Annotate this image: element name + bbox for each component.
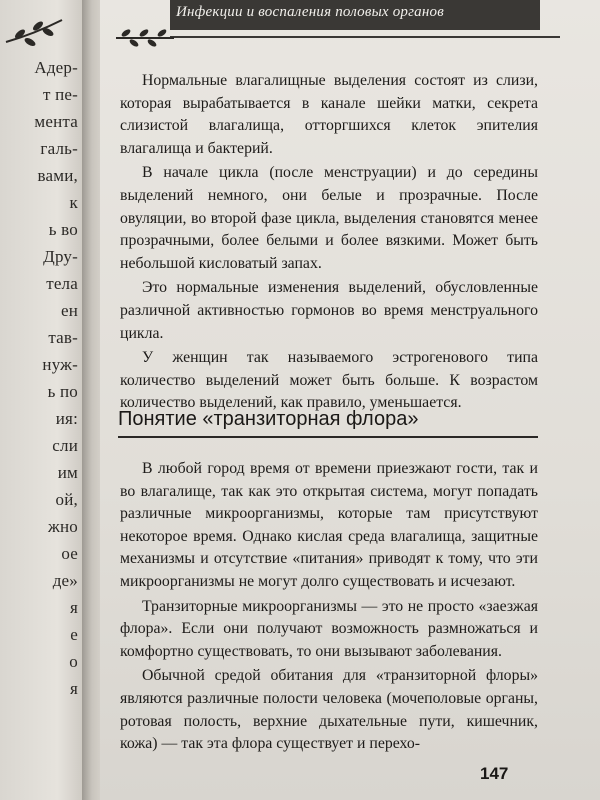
- left-page-text-fragment: ь по: [47, 382, 78, 401]
- right-page: [100, 0, 600, 800]
- paragraph: Обычной средой обитания для «транзиторной флоры» являются различные полости человека (мочеполовые органы, ротовая полость, верхние дыхательные пути, кишечник, кожа) — так эта флора существует и перехо-: [120, 667, 538, 753]
- leaf-branch-icon: [4, 12, 64, 52]
- left-page-text-fragment: Адер-: [34, 58, 78, 77]
- paragraph: Нормальные влагалищные выделения состоят из слизи, которая вырабатывается в канале шейки матки, секрета слизистой влагалища, отторгшихся клеток эпителия влагалища и бактерий.: [120, 72, 538, 157]
- paragraph: В начале цикла (после менструации) и до середины выделений немного, они белые и прозрачные. После овуляции, во второй фазе цикла, выделения становятся менее прозрачными, более белыми и более вязкими. Может быть небольшой кисловатый запах.: [120, 164, 538, 272]
- left-page-text-fragment: сли: [52, 436, 78, 455]
- left-page-text-fragment: я: [69, 598, 78, 617]
- left-page-text-fragment: де»: [52, 571, 78, 590]
- paragraph: У женщин так называемого эстрогенового типа количество выделений может быть больше. К возрастом количество выделений, как правило, уменьшается.: [120, 349, 538, 412]
- left-page-text-fragment: нуж-: [42, 355, 78, 374]
- paragraph: Это нормальные изменения выделений, обусловленные различной активностью гормонов во время менструального цикла.: [120, 279, 538, 342]
- left-page-text-fragment: вами,: [37, 166, 78, 185]
- left-page-text-fragment: им: [57, 463, 78, 482]
- left-page-text-fragment: мента: [34, 112, 78, 131]
- left-page-text-fragment: тав-: [48, 328, 78, 347]
- left-page-text-fragment: е: [70, 625, 78, 644]
- paragraph: Транзиторные микроорганизмы — это не просто «заезжая флора». Если они получают возможность размножаться и комфортно существовать, то они вызывают заболевания.: [120, 597, 538, 660]
- left-page: [0, 0, 82, 800]
- left-page-text-fragment: ой,: [55, 490, 78, 509]
- body-text-top: [120, 70, 538, 415]
- leaf-branch-icon: [114, 26, 176, 48]
- paragraph: В любой город время от времени приезжают гости, так и во влагалище, так как это открытая система, могут попадать различные микроорганизмы, которые там присутствуют некоторое время. Однако кислая среда влагалища, защитные механизмы и отсутствие «питания» приводят к тому, что эти микроорганизмы не могут долго существовать и исчезают.: [120, 460, 538, 590]
- page-number: 147: [480, 764, 509, 783]
- left-page-text-fragment: я: [69, 679, 78, 698]
- running-header: [110, 0, 550, 46]
- section-rule: [118, 436, 538, 438]
- left-page-text-fragment: жно: [48, 517, 78, 536]
- left-page-text-fragment: о: [69, 652, 78, 671]
- header-title: Инфекции и воспаления половых органов: [176, 4, 444, 20]
- left-page-text-fragment: к: [69, 193, 78, 212]
- section-title: Понятие «транзиторная флора»: [118, 408, 419, 430]
- left-page-text-fragment: галь-: [40, 139, 78, 158]
- header-rule: [170, 36, 560, 38]
- left-page-text-fragment: т пе-: [43, 85, 78, 104]
- left-page-text-fragment: Дру-: [43, 247, 78, 266]
- left-page-text-fragment: ое: [61, 544, 78, 563]
- left-page-text-fragment: тела: [46, 274, 78, 293]
- body-text-bottom: [120, 458, 538, 756]
- left-page-text-fragment: ь во: [48, 220, 78, 239]
- left-page-text-fragment: ия:: [55, 409, 78, 428]
- left-page-text-fragment: ен: [60, 301, 78, 320]
